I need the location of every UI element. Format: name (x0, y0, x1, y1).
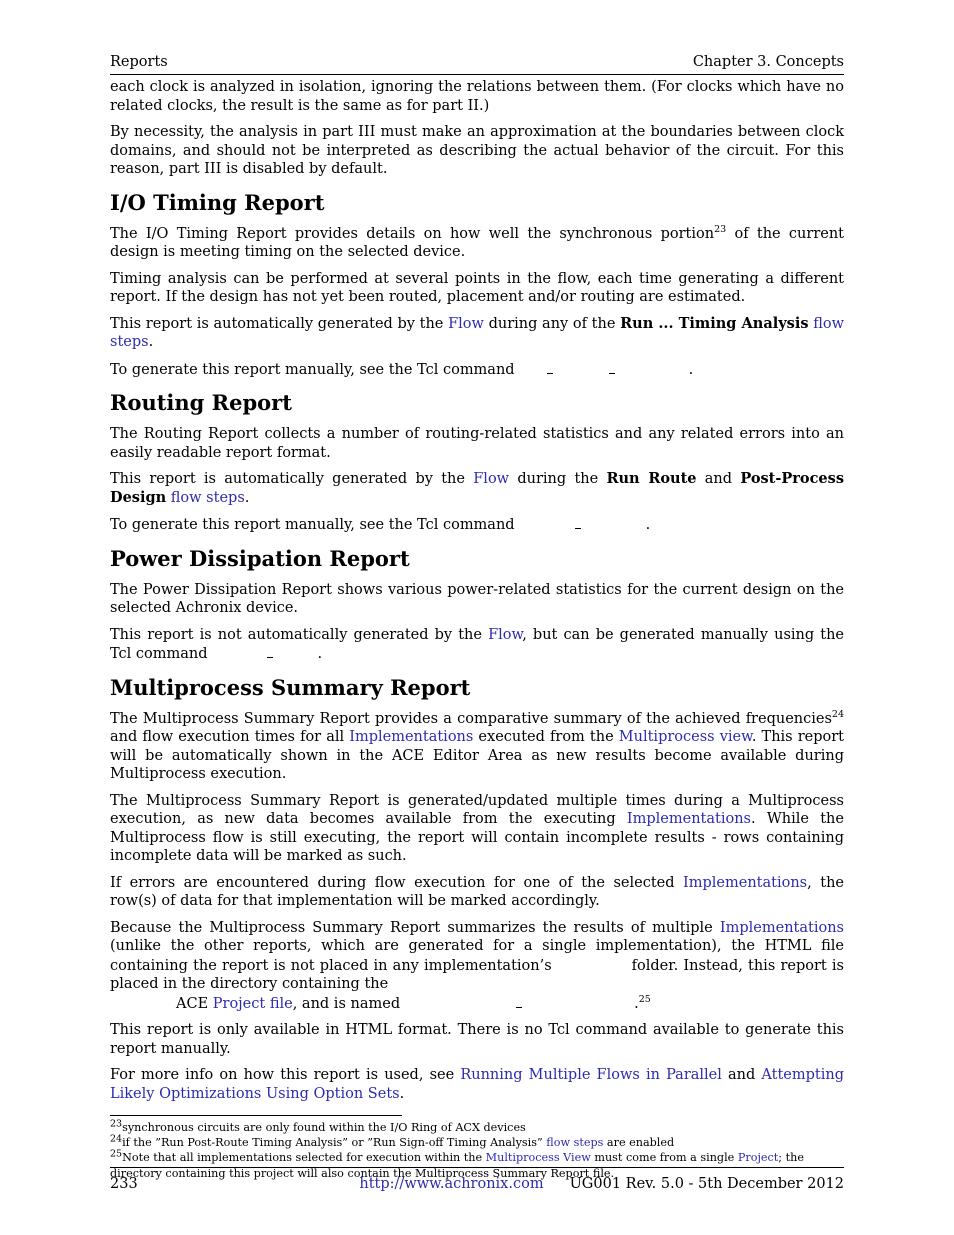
footnote-ref-24[interactable]: 24 (831, 708, 844, 720)
routing-paragraph-1: The Routing Report collects a number of routing-related statistics and any related errors into an easily readable report format. (110, 426, 844, 461)
running-header (110, 52, 844, 75)
power-paragraph-1: The Power Dissipation Report shows various power-related statistics for the current design on the selected Achronix device. (110, 581, 844, 616)
footnote-ref-23[interactable]: 23 (714, 223, 727, 235)
multiprocess-paragraph-3: If errors are encountered during flow execution for one of the selected Implementations, the row(s) of data for that implementation will be marked accordingly. (110, 874, 844, 909)
folder-name-placeholder (552, 956, 632, 970)
io-paragraph-4: To generate this report manually, see the Tcl command . (110, 361, 694, 378)
multiprocess-view-link[interactable]: Multiprocess view (618, 729, 752, 745)
flow-link[interactable]: Flow (488, 626, 523, 643)
footnote-divider (110, 1115, 402, 1116)
multiprocess-paragraph-2: The Multiprocess Summary Report is generated/updated multiple times during a Multiprocess execution, as new data becomes available from the executing Implementations. While the Multiprocess flow is still executing, the report will contain incomplete results - rows containing incomplete data will be marked as such. (110, 792, 844, 864)
header-chapter: Chapter 3. Concepts (692, 54, 844, 70)
tcl-command-placeholder (515, 360, 689, 374)
power-paragraph-2: This report is not automatically generated by the Flow, but can be generated manually using the Tcl command . (110, 626, 844, 662)
flow-steps-link[interactable]: flow steps (110, 315, 845, 350)
multiprocess-paragraph-6: For more info on how this report is used, see Running Multiple Flows in Parallel and Attempting Likely Optimizations Using Option Sets. (110, 1067, 844, 1102)
multiprocess-paragraph-4: Because the Multiprocess Summary Report summarizes the results of multiple Implementations (unlike the other reports, which are generated for a single implementation), the HTML file containing the report is not placed in any implementation’s folder. Instead, this report is placed in the directory containing the ACE Project file, and is named .$^{25}$ (110, 919, 844, 1012)
project-file-link[interactable]: Project file (212, 995, 293, 1012)
tcl-command-placeholder (208, 644, 318, 658)
website-link[interactable]: http://www.achronix.com (359, 1176, 544, 1192)
multiprocess-heading: Multiprocess Summary Report (110, 674, 471, 700)
flow-steps-link[interactable]: flow steps (546, 1136, 604, 1150)
implementations-link[interactable]: Implementations (626, 811, 751, 827)
io-paragraph-1: The I/O Timing Report provides details on how well the synchronous portion$^{23}$ of the current design is meeting timing on the selected device. (110, 223, 844, 260)
implementations-link[interactable]: Implementations (683, 874, 808, 891)
io-paragraph-2: Timing analysis can be performed at several points in the flow, each time generating a different report. If the design has not yet been routed, placement and/or routing are estimated. (110, 270, 844, 305)
implementations-link[interactable]: Implementations (719, 919, 844, 936)
io-timing-heading: I/O Timing Report (110, 189, 325, 215)
multiprocess-paragraph-1: The Multiprocess Summary Report provides a comparative summary of the achieved frequencies$^{24}$ and flow execution times for all Implementations executed from the Multiprocess view. This report will be automatically shown in the ACE Editor Area as new results become available during Multiprocess execution. (110, 708, 845, 782)
routing-heading: Routing Report (110, 390, 292, 415)
flow-link[interactable]: Flow (473, 471, 510, 487)
implementations-link[interactable]: Implementations (349, 729, 474, 745)
tcl-command-placeholder (515, 515, 646, 529)
page-footer (110, 1167, 844, 1194)
flow-steps-link[interactable]: flow steps (170, 489, 245, 506)
project-link[interactable]: Project (737, 1151, 779, 1165)
routing-paragraph-3: To generate this report manually, see the Tcl command . (110, 517, 651, 533)
footnote-ref-25[interactable]: 25 (638, 993, 651, 1005)
page-number: 233 (110, 1176, 138, 1192)
header-section: Reports (110, 54, 168, 70)
running-multiple-flows-link[interactable]: Running Multiple Flows in Parallel (460, 1067, 722, 1083)
page-body (110, 52, 844, 1181)
flow-link[interactable]: Flow (448, 315, 484, 332)
intro-paragraph-1: each clock is analyzed in isolation, ignoring the relations between them. (For clocks which have no related clocks, the result is the same as for part II.) (110, 79, 844, 114)
footnote-23: $^{23}$synchronous circuits are only found within the I/O Ring of ACX devices (110, 1118, 526, 1134)
intro-paragraph-2: By necessity, the analysis in part III must make an approximation at the boundaries between clock domains, and should not be interpreted as describing the actual behavior of the circuit. For this reason, part III is disabled by default. (110, 124, 844, 177)
report-filename-placeholder (400, 994, 634, 1008)
multiprocess-paragraph-5: This report is only available in HTML format. There is no Tcl command available to generate this report manually. (110, 1022, 844, 1057)
project-placeholder (110, 994, 176, 1008)
routing-paragraph-2: This report is automatically generated by the Flow during the Run Route and Post-Process Design flow steps. (110, 470, 844, 506)
footnote-24: $^{24}$if the ”Run Post-Route Timing Analysis” or ”Run Sign-off Timing Analysis” flow steps are enabled (110, 1133, 675, 1150)
option-sets-link[interactable]: Attempting Likely Optimizations Using Option Sets (110, 1067, 844, 1102)
footnote-25: $^{25}$Note that all implementations selected for execution within the Multiprocess View must come from a single Project; the directory containing this project will also contain the Multiprocess Summary Report file. (110, 1148, 804, 1180)
power-heading: Power Dissipation Report (110, 545, 410, 571)
document-revision: UG001 Rev. 5.0 - 5th December 2012 (569, 1176, 844, 1192)
multiprocess-view-link[interactable]: Multiprocess View (485, 1151, 591, 1165)
io-paragraph-3: This report is automatically generated by the Flow during any of the Run ... Timing Analysis flow steps. (110, 314, 845, 350)
